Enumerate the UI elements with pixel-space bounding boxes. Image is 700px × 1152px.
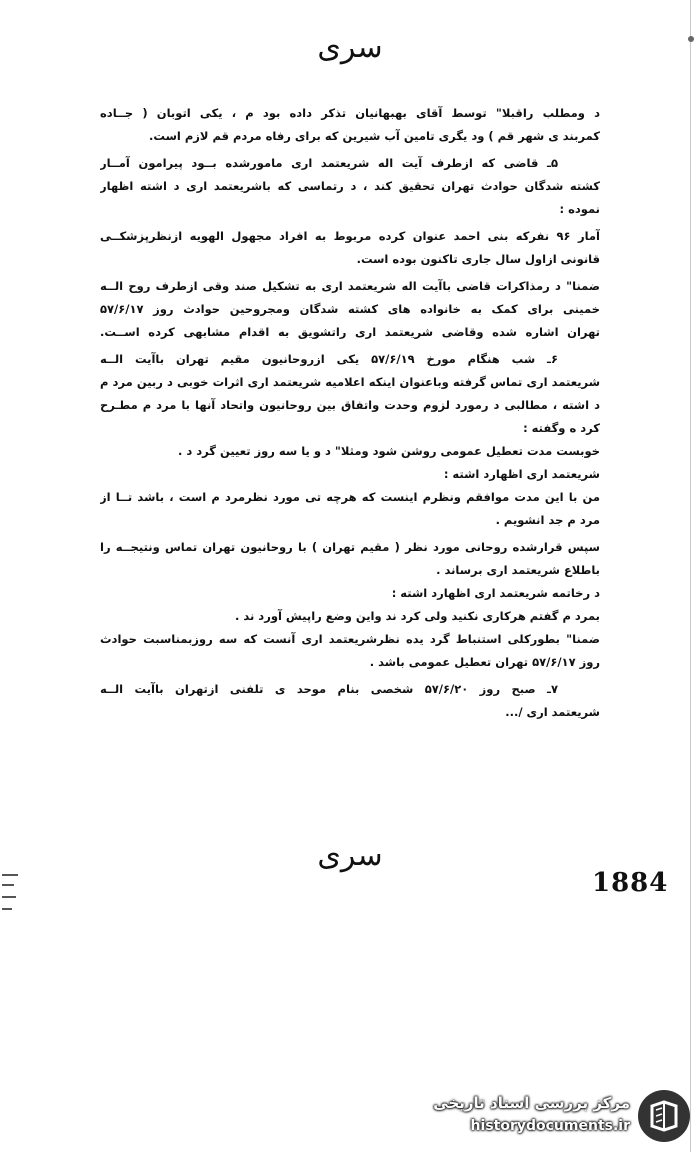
text-line: باطلاع شریعتمد اری برساند . <box>436 563 600 577</box>
text-line: ضمنا" د رمذاکرات قاضی باآیت اله شریعتمد اری به تشکیل صند وقی ازطرف روح الــه <box>100 279 600 293</box>
text-line: د رخاتمه شریعتمد اری اظهارد اشته : <box>391 586 600 600</box>
text-line: روز ۵۷/۶/۱۷ تهران تعطیل عمومی باشد . <box>369 655 600 669</box>
text-line: د ومطلب راقبلا" توسط آقای بهبهانیان تذکر داده بود م ، یکی اتوبان ( جــاده <box>100 106 600 120</box>
text-line: کشته شدگان حوادث تهران تحقیق کند ، د رتماسی که باشریعتمد اری د اشته اظهار <box>100 179 600 193</box>
document-body <box>100 102 600 724</box>
margin-handwriting <box>0 868 24 918</box>
text-line: کرد ه وگفته : <box>523 421 600 435</box>
text-line: خوبست مدت تعطیل عمومی روشن شود ومثلا" د و یا سه روز تعیین گرد د . <box>177 444 600 458</box>
text-line: شریعتمد اری تماس گرفته وباعنوان اینکه اعلامیه شریعتمد اری اثرات خوبی د ربین مرد م <box>100 375 600 389</box>
watermark-title: مرکز بررسی اسناد تاریخی <box>433 1094 630 1112</box>
text-line: شریعتمد اری اظهارد اشته : <box>443 467 600 481</box>
text-line: تهران اشاره شده وقاضی شریعتمد اری راتشویق به اقدام مشابهی کرده اســت. <box>100 325 600 339</box>
text-line: من با این مدت موافقم ونظرم اینست که هرچه تی مورد نظرمرد م است ، باشد تــا از <box>100 490 600 504</box>
text-line: بمرد م گفتم هرکاری نکنید ولی کرد ند واین وضع راپیش آورد ند . <box>234 609 600 623</box>
page-number: 1884 <box>592 868 669 898</box>
text-line: خمینی برای کمک به خانواده های کشته شدگان ومجروحین حوادث روز ۵۷/۶/۱۷ <box>100 302 600 316</box>
archive-logo-icon <box>638 1090 690 1142</box>
watermark-url: historydocuments.ir <box>470 1118 630 1134</box>
text-line: ۷ـ صبح روز ۵۷/۶/۲۰ شخصی بنام موحد ی تلفنی ازتهران باآیت الــه <box>100 682 558 696</box>
scan-edge-line <box>690 0 691 1152</box>
text-line: ضمنا" بطورکلی استنباط گرد یده نظرشریعتمد اری آنست که سه روزبمناسبت حوادث <box>100 632 600 646</box>
classification-header: سری <box>317 30 383 65</box>
text-line: آمار ۹۶ نفرکه بنی احمد عنوان کرده مربوط به افراد مجهول الهویه ازنظرپزشکــی <box>100 229 600 243</box>
text-line: ۵ـ قاضی که ازطرف آیت اله شریعتمد اری مامورشده بــود پیرامون آمــار <box>100 156 558 170</box>
text-line: سپس قرارشده روحانی مورد نظر ( مقیم تهران ) با روحانیون تهران تماس ونتیجــه را <box>100 540 600 554</box>
text-line: د اشته ، مطالبی د رمورد لزوم وحدت واتفاق بین روحانیون واتحاد آنها با مرد م مطـرح <box>100 398 600 412</box>
classification-footer: سری <box>317 838 383 873</box>
text-line: ۶ـ شب هنگام مورخ ۵۷/۶/۱۹ یکی ازروحانیون مقیم تهران باآیت الــه <box>100 352 558 366</box>
text-line: کمربند ی شهر قم ) ود یگری تامین آب شیرین که برای رفاه مردم قم لازم است. <box>149 129 600 143</box>
text-line: نموده : <box>559 202 600 216</box>
archive-watermark <box>420 1090 690 1146</box>
text-line: مرد م جد انشویم . <box>495 513 600 527</box>
text-line: قانونی ازاول سال جاری تاکنون بوده است. <box>356 252 600 266</box>
text-line: شریعتمد اری /... <box>505 705 600 719</box>
